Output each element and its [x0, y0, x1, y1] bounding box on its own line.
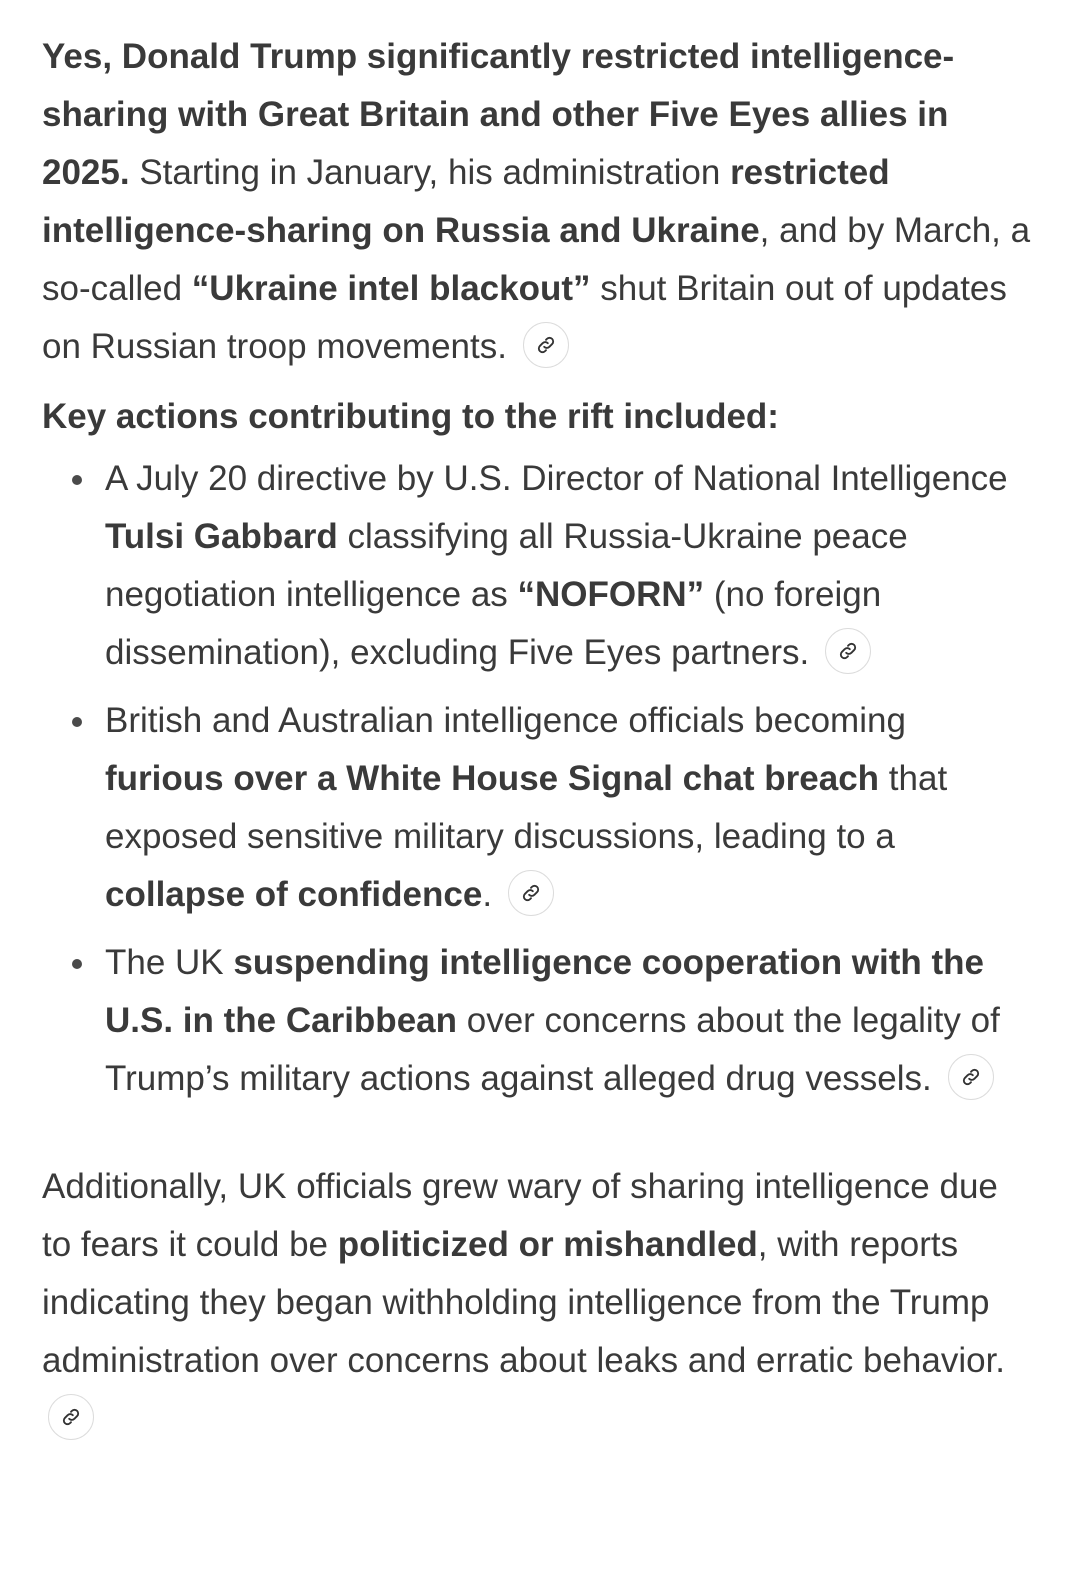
intro-bold-restricted: restricted intelligence-sharing on Russia and Ukraine: [42, 153, 890, 250]
citation-button[interactable]: [523, 322, 569, 368]
intro-text: shut Britain out of updates on Russian troop movements.: [42, 269, 1007, 366]
list-item: The UK suspending intelligence cooperation with the U.S. in the Caribbean over concerns about the legality of Trump’s military actions against alleged drug vessels.: [105, 934, 1032, 1108]
link-icon: [535, 334, 557, 356]
link-icon: [960, 1066, 982, 1088]
answer-content: [42, 28, 1032, 1448]
intro-paragraph: [42, 28, 1032, 376]
intro-bold-blackout: “Ukraine intel blackout”: [191, 269, 591, 308]
key-actions-heading: Key actions contributing to the rift included:: [42, 397, 779, 436]
citation-button[interactable]: [48, 1394, 94, 1440]
intro-text: , and by March, a so-called: [42, 211, 1031, 308]
list-item: British and Australian intelligence officials becoming furious over a White House Signal chat breach that exposed sensitive military discussions, leading to a collapse of confidence.: [105, 692, 1032, 924]
key-actions-list: [42, 450, 1032, 1108]
link-icon: [837, 640, 859, 662]
citation-button[interactable]: [948, 1054, 994, 1100]
intro-text: Starting in January, his administration: [129, 153, 731, 192]
list-item: A July 20 directive by U.S. Director of National Intelligence Tulsi Gabbard classifying all Russia-Ukraine peace negotiation intelligence as “NOFORN” (no foreign dissemination), excluding Five Eyes partners.: [105, 450, 1032, 682]
citation-button[interactable]: [508, 870, 554, 916]
link-icon: [520, 882, 542, 904]
citation-button[interactable]: [825, 628, 871, 674]
intro-bold-summary: Yes, Donald Trump significantly restricted intelligence-sharing with Great Britain and other Five Eyes allies in 2025.: [42, 37, 955, 192]
closing-paragraph: Additionally, UK officials grew wary of sharing intelligence due to fears it could be politicized or mishandled, with reports indicating they began withholding intelligence from the Trump administration over concerns about leaks and erratic behavior.: [42, 1158, 1032, 1448]
link-icon: [60, 1406, 82, 1428]
